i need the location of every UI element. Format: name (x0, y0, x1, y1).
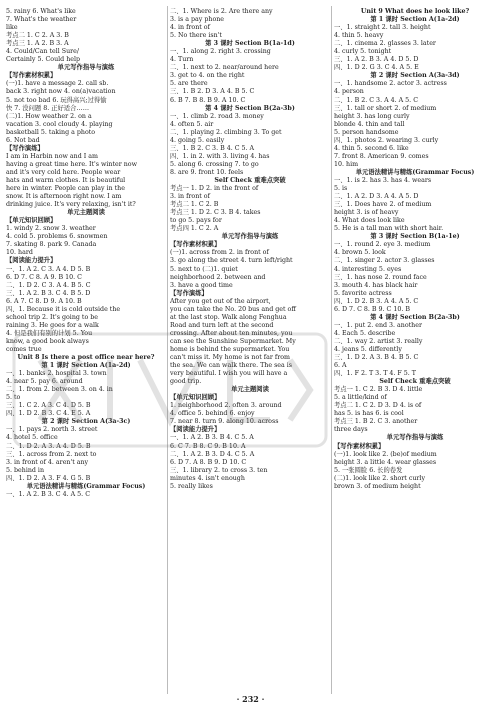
answer-line: 四、1. in 2. with 3. living 4. has (170, 152, 270, 160)
answer-line: neighborhood 2. between and (170, 273, 266, 281)
answer-line: 5. are there (170, 80, 208, 88)
answer-line: 【写作演练】 (170, 289, 208, 297)
answer-line: 10. hard (6, 249, 33, 257)
column-middle (170, 8, 330, 491)
answer-line: 四、1. D 2. A 3. F 4. G 5. B (6, 474, 91, 482)
answer-line: 【阅读能力提升】 (6, 257, 57, 265)
answer-line: 考点三 1. D 2. C 3. B 4. takes (170, 209, 261, 217)
answer-line: height 3. is of heavy (334, 209, 399, 217)
answer-line: you can take the No. 20 bus and get off (170, 305, 296, 313)
answer-line: 4. person (334, 88, 364, 96)
answer-line: 单元语法精讲与精练(Grammar Focus) (355, 168, 475, 176)
answer-line: 3. mouth 4. has black hair (334, 281, 418, 289)
answer-line: 第 2 课时 Section A(3a-3d) (370, 72, 460, 80)
answer-line: 四、1. F 2. T 3. T 4. F 5. T (334, 370, 416, 378)
answer-line: 三、1. across from 2. next to (6, 450, 97, 458)
answer-line: 一、1. climb 2. road 3. money (170, 112, 264, 120)
answer-line: Unit 9 What does he look like? (360, 8, 470, 15)
answer-line: 5. rainy 6. What's like (6, 8, 76, 15)
answer-line: 第 4 课时 Section B(2a-3b) (370, 313, 460, 321)
answer-line: 【单元知识回顾】 (170, 394, 221, 402)
answer-line: 5. He is a tall man with short hair. (334, 225, 444, 233)
answer-line: 4. thin 5. second 6. like (334, 144, 409, 152)
answer-line: 5. not too bad 6. 玩得高兴;过得愉 (6, 96, 107, 104)
answer-line: 6. C 7. B 8. C 9. B 10. A (170, 442, 246, 450)
answer-line: and it's very cold here. People wear (6, 168, 121, 176)
answer-line: 5. next to (二)1. quiet (170, 265, 238, 273)
answer-line: 4. Each 5. describe (334, 329, 396, 337)
column-left (6, 8, 166, 499)
answer-line: 二、1. Where is 2. Are there any (170, 8, 273, 15)
answer-line: at the last stop. Walk along Fenghua (170, 313, 287, 321)
answer-line: 3. in front of 4. aren't any (6, 458, 89, 466)
answer-line: raining 3. He goes for a walk (6, 321, 99, 329)
answer-line: 4. Turn (170, 56, 194, 64)
answer-line: 4. hotel 5. office (6, 434, 58, 442)
answer-line: 4. brown 5. look (334, 249, 386, 257)
answer-line: here in winter. People can play in the (6, 185, 125, 193)
answer-line: 4. cold 5. problems 6. snowmen (6, 233, 108, 241)
answer-line: 一、1. A 2. B 3. B 4. C 5. A (170, 434, 254, 442)
column-right (334, 8, 496, 491)
answer-line: 第 2 课时 Section A(3a-3c) (41, 418, 131, 426)
answer-line: 4. interesting 5. eyes (334, 265, 402, 273)
answer-line: 4. often 5. air (170, 120, 214, 128)
answer-line: 二、1. A 2. D 3. A 4. A 5. D (334, 193, 419, 201)
answer-line: 一、1. A 2. C 3. A 4. D 5. B (6, 265, 91, 273)
answer-line: 考点三 1. A 2. B 3. A (6, 40, 69, 48)
answer-line: 7. front 8. American 9. comes (334, 152, 429, 160)
answer-line: 5. is (334, 185, 348, 193)
answer-line: can't miss it. My home is not far from (170, 354, 290, 362)
answer-line: 二、1. B 2. C 3. A 4. A 5. C (334, 96, 419, 104)
answer-line: 4. office 5. behind 6. enjoy (170, 410, 255, 418)
answer-line: 考点四 1. C 2. A (170, 225, 219, 233)
answer-line: 1. windy 2. snow 3. weather (6, 225, 96, 233)
answer-line: 6. D 7. C 8. B 9. C 10. B (334, 305, 410, 313)
answer-line: 二、1. singer 2. actor 3. glasses (334, 257, 435, 265)
answer-line: 二、1. next to 2. near/around here (170, 64, 279, 72)
answer-line: (一)1. have a message 2. call sb. (6, 80, 109, 88)
answer-line: (一)1. across from 2. in front of (170, 249, 269, 257)
answer-line: 5. No there isn't (170, 32, 222, 40)
answer-line: 4. curly 5. tonight (334, 48, 392, 56)
answer-line: blonde 4. thin and tall (334, 120, 405, 128)
answer-line: 第 3 课时 Section B(1a-1e) (370, 233, 460, 241)
answer-line: 四、1. D 2. G 3. C 4. A 5. E (334, 64, 419, 72)
answer-line: 三、1. C 2. A 3. C 4. D 5. B (6, 402, 91, 410)
answer-line: 6. D 7. C 8. A 9. B 10. C (6, 273, 82, 281)
answer-line: can see the Sunshine Supermarket. My (170, 337, 296, 345)
answer-line: 二、1. from 2. between 3. on 4. in (6, 386, 113, 394)
answer-line: 第 1 课时 Section A(1a-2d) (370, 16, 460, 24)
answer-line: 【单元知识回顾】 (6, 217, 57, 225)
answer-line: hats and warm clothes. It is beautiful (6, 176, 126, 184)
answer-line: 三、1. library 2. to cross 3. ten (170, 466, 268, 474)
answer-line: 4. Could/Can tell Sure/ (6, 48, 79, 56)
answer-line: Self Check 重难点突破 (379, 378, 451, 386)
answer-line: 6. A (334, 362, 347, 370)
answer-line: 考点三 1. B 2. C 3. another (334, 418, 418, 426)
answer-line: 3. get to 4. on the right (170, 72, 245, 80)
answer-line: After you get out of the airport, (170, 297, 271, 305)
answer-line: 7. near 8. turn 9. along 10. across (170, 418, 279, 426)
answer-line: 三、1. B 2. D 3. A 4. B 5. C (170, 88, 255, 96)
answer-line: 单元写作指导与演练 (221, 233, 279, 241)
answer-line: 三、1. Does have 2. of medium (334, 201, 432, 209)
answer-line: 【写作素材积累】 (334, 442, 385, 450)
answer-line: basketball 5. taking a photo (6, 128, 96, 136)
answer-line: 四、1. Because it is cold outside the (6, 305, 121, 313)
answer-line: 4. 但是我们有别的计划 5. You (6, 329, 93, 337)
answer-line: I am in Harbin now and I am (6, 152, 98, 160)
answer-line: snow. It is afternoon right now. I am (6, 193, 122, 201)
answer-line: Road and turn left at the second (170, 321, 274, 329)
answer-line: 4. What does look like (334, 217, 405, 225)
answer-line: 4. going 5. easily (170, 136, 225, 144)
answer-line: 10. him (334, 160, 359, 168)
answer-line: 第 4 课时 Section B(2a-3b) (205, 104, 295, 112)
answer-line: 5. person handsome (334, 128, 399, 136)
answer-line: 7. skating 8. park 9. Canada (6, 241, 97, 249)
answer-line: home is behind the supermarket. You (170, 345, 290, 353)
answer-line: 3. is a pay phone (170, 16, 225, 24)
answer-line: (二)1. How weather 2. on a (6, 112, 92, 120)
answer-line: height 3. has long curly (334, 112, 410, 120)
answer-line: 一、1. pays 2. north 3. street (6, 426, 98, 434)
answer-line: 二、1. D 2. C 3. A 4. B 5. C (6, 281, 91, 289)
answer-line: 5. along 6. crossing 7. to go (170, 160, 259, 168)
answer-line: Certainly 5. Could help (6, 56, 81, 64)
answer-line: 三、1. B 2. C 3. B 4. C 5. A (170, 144, 255, 152)
answer-line: 6. B 7. B 8. B 9. A 10. C (170, 96, 246, 104)
answer-line: 三、1. has nose 2. round face (334, 273, 427, 281)
answer-line: 四、1. D 2. B 3. C 4. E 5. A (6, 410, 91, 418)
answer-line: 四、1. photos 2. wearing 3. curly (334, 136, 439, 144)
answer-line: 考点二 1. C 2. D 3. D 4. is of (334, 402, 422, 410)
answer-line: school trip 2. It's going to be (6, 313, 98, 321)
answer-line: 一、1. round 2. eye 3. medium (334, 241, 431, 249)
answer-line: drinking juice. It's very relaxing, isn't it? (6, 201, 136, 209)
answer-line: 6. Not bad (6, 136, 40, 144)
answer-line: 二、1. cinema 2. glasses 3. later (334, 40, 436, 48)
answer-line: 快 7. 没问题 8. 正好适合…… (6, 104, 89, 112)
answer-line: know, a good book always (6, 337, 89, 345)
answer-line: 单元语法精讲与精练(Grammar Focus) (26, 482, 146, 490)
answer-line: 5. behind in (6, 466, 44, 474)
answer-line: (二)1. look like 2. short curly (334, 474, 425, 482)
answer-line: 6. A 7. C 8. D 9. A 10. B (6, 297, 82, 305)
answer-line: 单元主题阅读 (231, 386, 269, 394)
answer-line: 考点一 1. D 2. in the front of (170, 185, 259, 193)
answer-line: 1. neighborhood 2. often 3. around (170, 402, 282, 410)
answer-line: 4. near 5. pay 6. around (6, 378, 83, 386)
answer-line: 二、1. playing 2. climbing 3. To get (170, 128, 282, 136)
answer-line: 三、1. D 2. A 3. B 4. B 5. C (334, 354, 419, 362)
page-number: · 232 · (236, 694, 265, 704)
answer-line: 【写作素材积累】 (170, 241, 221, 249)
answer-line: like (6, 24, 18, 32)
answer-line: 三、1. A 2. B 3. C 4. B 5. D (6, 289, 91, 297)
answer-line: vacation 3. cool cloudy 4. playing (6, 120, 113, 128)
answer-line: 6. D 7. A 8. B 9. D 10. C (170, 458, 247, 466)
column-divider (167, 6, 168, 694)
answer-line: 3. in front of (170, 193, 210, 201)
answer-line: 单元主题阅读 (67, 209, 105, 217)
answer-line: 一、1. put 2. end 3. another (334, 321, 422, 329)
answer-line: 第 3 课时 Section B(1a-1d) (205, 40, 295, 48)
answer-line: 二、1. A 2. B 3. D 4. C 5. A (170, 450, 255, 458)
answer-line: crossing. After about ten minutes, you (170, 329, 293, 337)
answer-line: 【写作演练】 (6, 144, 44, 152)
answer-line: Unit 8 Is there a post office near here? (17, 354, 155, 362)
answer-line: 四、1. D 2. B 3. A 4. A 5. C (334, 297, 419, 305)
answer-line: 4. jeans 5. differently (334, 345, 402, 353)
answer-line: 二、1. D 2. A 3. A 4. D 5. B (6, 442, 91, 450)
answer-line: 7. What's the weather (6, 16, 77, 24)
answer-line: 三、1. A 2. B 3. A 4. D 5. D (334, 56, 419, 64)
answer-line: very beautiful. I wish you will have a (170, 370, 288, 378)
answer-line: 二、1. way 2. artist 3. really (334, 337, 423, 345)
answer-line: 3. have a good time (170, 281, 233, 289)
answer-line: 5. favorite actress (334, 289, 392, 297)
answer-line: 考点二 1. C 2. A 3. B (6, 32, 69, 40)
answer-line: 三、1. tall or short 2. of medium (334, 104, 437, 112)
answer-line: minutes 4. isn't enough (170, 474, 245, 482)
answer-line: 4. thin 5. heavy (334, 32, 384, 40)
answer-line: 【阅读能力提升】 (170, 426, 221, 434)
answer-line: comes true (6, 345, 42, 353)
answer-line: 3. go along the street 4. turn left/right (170, 257, 293, 265)
answer-line: having a great time here. It's winter now (6, 160, 137, 168)
answer-line: 一、1. along 2. right 3. crossing (170, 48, 271, 56)
answer-line: to go 5. pays for (170, 217, 222, 225)
answer-line: 考点二 1. C 2. B (170, 201, 219, 209)
answer-line: the sea. We can walk there. The sea is (170, 362, 293, 370)
answer-line: brown 3. of medium height (334, 482, 421, 490)
answer-line: 一、1. A 2. B 3. C 4. A 5. C (6, 490, 91, 498)
answer-line: 5. a little/kind of (334, 394, 387, 402)
answer-line: 4. in front of (170, 24, 210, 32)
answer-line: height 3. a little 4. wear glasses (334, 458, 437, 466)
answer-line: (一)1. look like 2. (be)of medium (334, 450, 437, 458)
answer-line: 第 1 课时 Section A(1a-2d) (41, 362, 131, 370)
answer-line: 单元写作指导与演练 (386, 434, 444, 442)
answer-line: 8. are 9. front 10. feels (170, 168, 244, 176)
answer-line: has 5. is has 6. is cool (334, 410, 404, 418)
answer-line: 一、1. handsome 2. actor 3. actress (334, 80, 447, 88)
answer-line: 5. really likes (170, 482, 213, 490)
answer-line: 一、1. is 2. has 3. has 4. wears (334, 176, 432, 184)
answer-line: three days (334, 426, 368, 434)
answer-line: Self Check 重难点突破 (214, 176, 286, 184)
answer-line: 5. 一张圆脸 6. 长的卷发 (334, 466, 403, 474)
answer-line: 一、1. banks 2. hospital 3. town (6, 370, 107, 378)
answer-line: 【写作素材积累】 (6, 72, 57, 80)
answer-line: 单元写作指导与演练 (57, 64, 115, 72)
answer-line: 一、1. straight 2. tall 3. height (334, 24, 431, 32)
answer-line: good trip. (170, 378, 202, 386)
answer-line: back 3. right now 4. on(a)vacation (6, 88, 116, 96)
answer-line: 5. to (6, 394, 21, 402)
column-divider (331, 6, 332, 694)
answer-line: 考点一 1. C 2. B 3. D 4. little (334, 386, 423, 394)
